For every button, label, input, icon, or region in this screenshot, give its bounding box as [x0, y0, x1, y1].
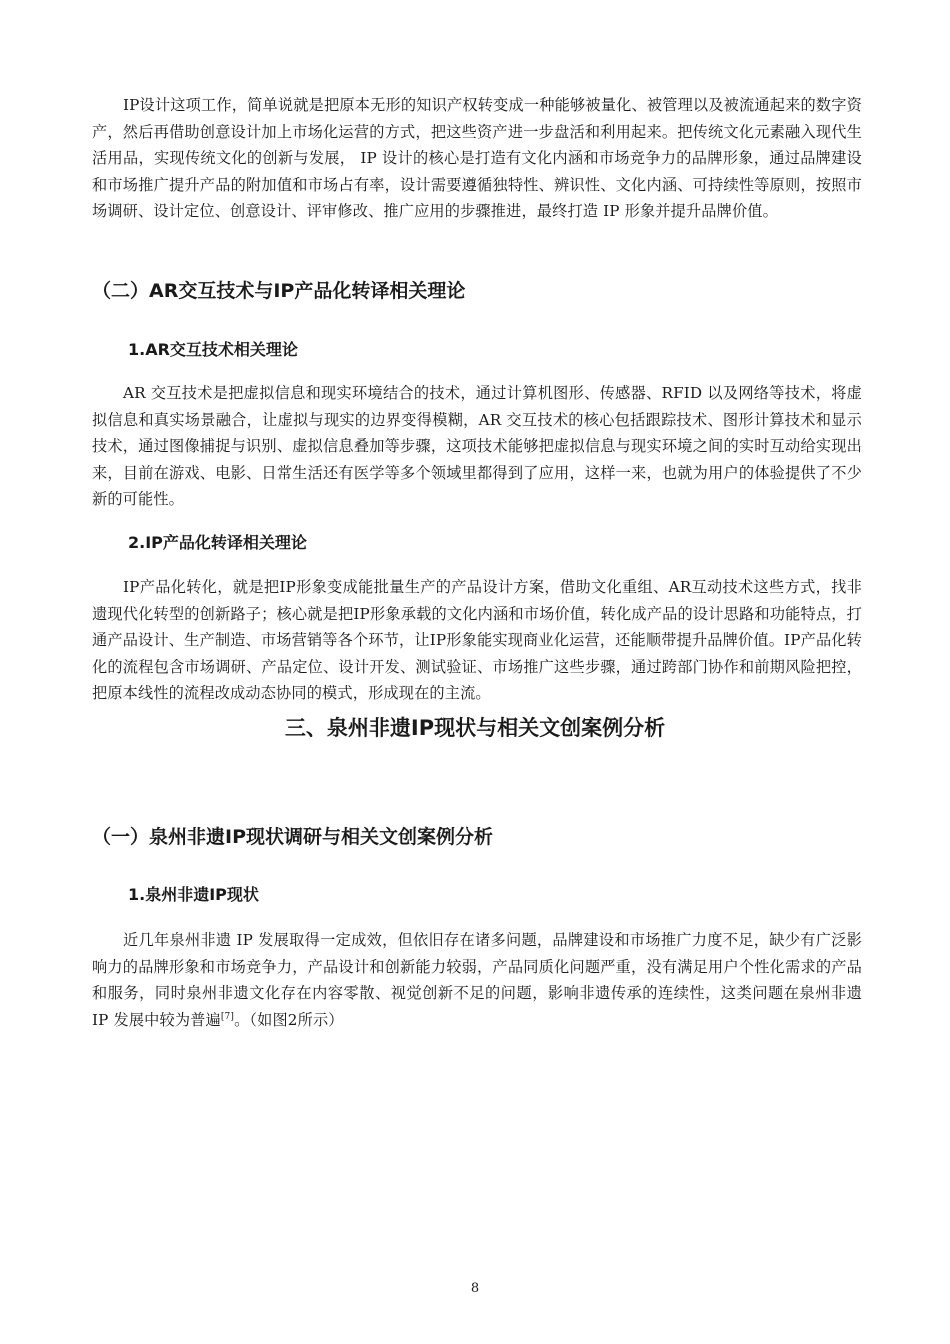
page-number: 8 [470, 1281, 480, 1296]
subsection-heading-quanzhou-status: 1.泉州非遗IP现状 [128, 885, 259, 904]
body-paragraph-ar-technology: AR 交互技术是把虚拟信息和现实环境结合的技术，通过计算机图形、传感器、RFID 以及网络等技术，将虚拟信息和真实场景融合，让虚拟与现实的边界变得模糊，AR 交互技术的核心包括跟踪技术、图形计算技术和显示技术，通过图像捕捉与识别、虚拟信息叠加等步骤，这项技术能够把虚拟信息与现实环境之间的实时互动给实现出来，目前在游戏、电影、日常生活还有医学等多个领域里都得到了应用，这样一来，也就为用户的体验提供了不少新的可能性。 [92, 384, 862, 508]
subsection-heading-ar-theory: 1.AR交互技术相关理论 [128, 340, 298, 359]
section-heading-ar-ip-theory: （二）AR交互技术与IP产品化转译相关理论 [92, 280, 466, 302]
body-paragraph-ip-design: IP设计这项工作，简单说就是把原本无形的知识产权转变成一种能够被量化、被管理以及被流通起来的数字资产，然后再借助创意设计加上市场化运营的方式，把这些资产进一步盘活和利用起来。把传统文化元素融入现代生活用品，实现传统文化的创新与发展， IP 设计的核心是打造有文化内涵和市场竞争力的品牌形象，通过品牌建设和市场推广提升产品的附加值和市场占有率，设计需要遵循独特性、辨识性、文化内涵、可持续性等原则，按照市场调研、设计定位、创意设计、评审修改、推广应用的步骤推进，最终打造 IP 形象并提升品牌价值。 [92, 96, 862, 220]
section-heading-quanzhou-survey: （一）泉州非遗IP现状调研与相关文创案例分析 [92, 826, 493, 848]
paragraph-text: 近几年泉州非遗 IP 发展取得一定成效，但依旧存在诸多问题，品牌建设和市场推广力度不足，缺少有广泛影响力的品牌形象和市场竞争力，产品设计和创新能力较弱，产品同质化问题严重，没有满足用户个性化需求的产品和服务，同时泉州非遗文化存在内容零散、视觉创新不足的问题，影响非遗传承的连续性，这类问题在泉州非遗 IP 发展中较为普遍 [92, 931, 862, 1029]
paragraph-tail-text: 。（如图2所示） [234, 1010, 344, 1029]
body-paragraph-quanzhou-status [92, 927, 862, 1033]
subsection-heading-ip-productization: 2.IP产品化转译相关理论 [128, 533, 307, 552]
chapter-heading-quanzhou-ip: 三、泉州非遗IP现状与相关文创案例分析 [284, 716, 666, 740]
body-paragraph-ip-productization: IP产品化转化，就是把IP形象变成能批量生产的产品设计方案，借助文化重组、AR互动技术这些方式，找非遗现代化转型的创新路子；核心就是把IP形象承载的文化内涵和市场价值，转化成产品的设计思路和功能特点，打通产品设计、生产制造、市场营销等各个环节，让IP形象能实现商业化运营，还能顺带提升品牌价值。IP产品化转化的流程包含市场调研、产品定位、设计开发、测试验证、市场推广这些步骤，通过跨部门协作和前期风险把控，把原本线性的流程改成动态协同的模式，形成现在的主流。 [92, 578, 862, 702]
citation-reference: [7] [220, 1011, 235, 1022]
